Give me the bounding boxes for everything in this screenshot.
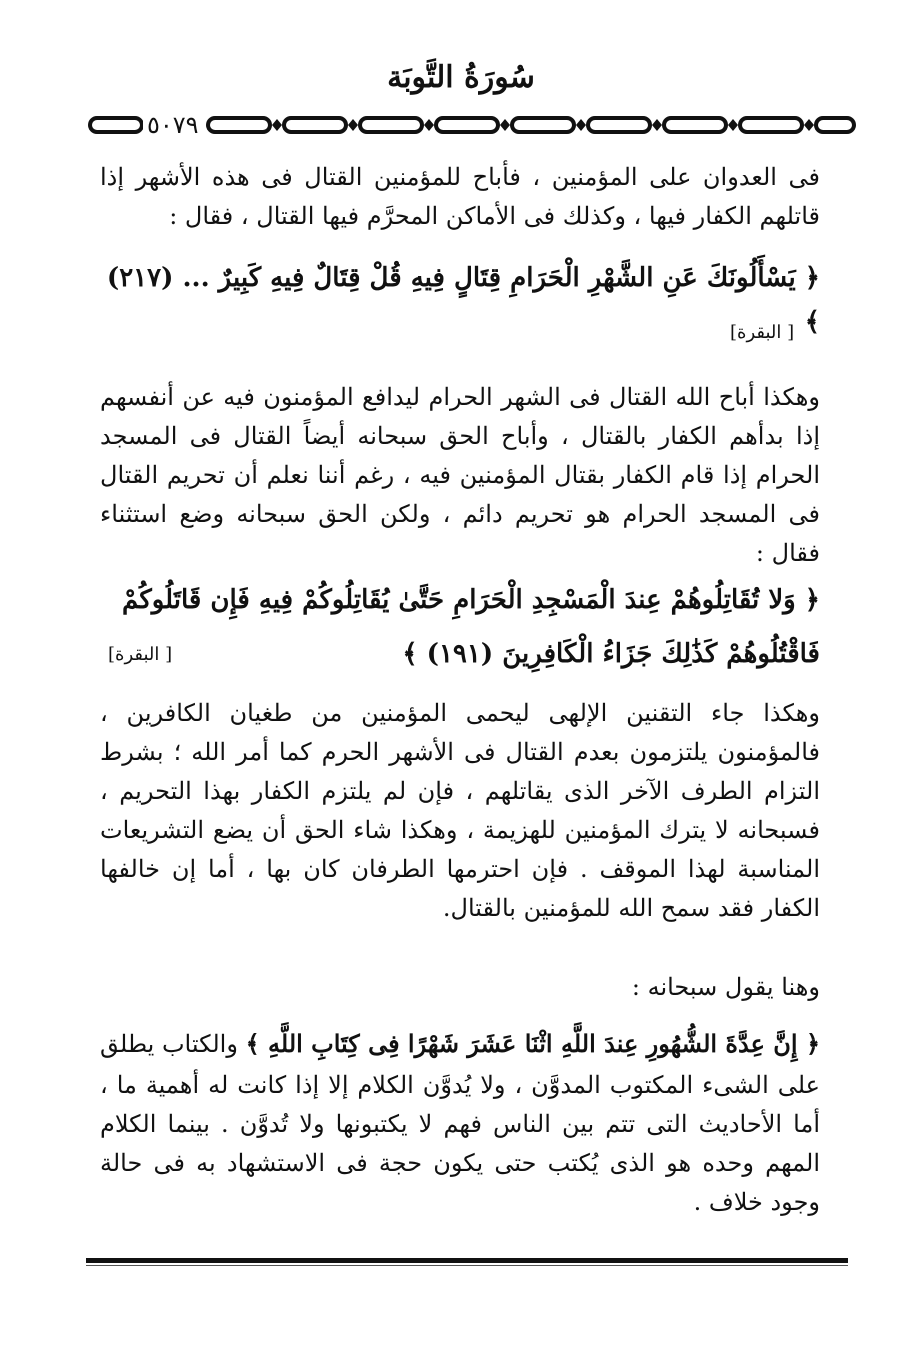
surah-title: سُورَةُ التَّوبَة	[387, 60, 535, 95]
verse-1-source: [ البقرة]	[730, 322, 795, 343]
paragraph-5	[100, 1022, 820, 1222]
verse-1: ﴿ يَسْأَلُونَكَ عَنِ الشَّهْرِ الْحَرَامِ قِتَالٍ فِيهِ قُلْ قِتَالٌ فِيهِ كَبِيرٌ ... (٢١٧) ﴾	[106, 263, 820, 337]
paragraph-3: وهكذا جاء التقنين الإلهى ليحمى المؤمنين من طغيان الكافرين ، فالمؤمنون يلتزمون بعدم القتال فى الأشهر الحرم كما أمر الله ؛ بشرط التزام الطرف الآخر الذى يقاتلهم ، فإن لم يلتزم الكفار بهذا التحريم ، فسبحانه لا يترك المؤمنين للهزيمة ، وهكذا شاء الحق أن يضع التشريعات المناسبة لهذا الموقف . فإن احترمها الطرفان كان بها ، أما إن خالفها الكفار فقد سمح الله للمؤمنين بالقتال.	[100, 699, 820, 922]
verse-3: ﴿ إِنَّ عِدَّةَ الشُّهُورِ عِندَ اللَّهِ اثْنَا عَشَرَ شَهْرًا فِى كِتَابِ اللَّهِ ﴾	[245, 1029, 821, 1058]
paragraph-5-text: والكتاب يطلق على الشىء المكتوب المدوَّن ، ولا يُدوَّن الكلام إلا إذا كانت له أهمية ما ، أما الأحاديث التى تتم بين الناس فهم لا يكتبونها ولا تُدوَّن . بينما الكلام المهم وحده هو الذى يُكتب حتى يكون حجة فى الاستشهاد به فى حالة وجود خلاف .	[100, 1030, 820, 1216]
paragraph-4: وهنا يقول سبحانه :	[631, 973, 820, 1001]
paragraph-2: وهكذا أباح الله القتال فى الشهر الحرام ليدافع المؤمنون فيه عن أنفسهم إذا بدأهم الكفار بالقتال ، وأباح الحق سبحانه أيضاً القتال فى المسجد الحرام إذا قام الكفار بقتال المؤمنين فيه ، رغم أننا نعلم أن تحريم القتال فى المسجد الحرام هو تحريم دائم ، ولكن الحق سبحانه وضع استثناء فقال :	[100, 383, 821, 567]
paragraph-1: فى العدوان على المؤمنين ، فأباح للمؤمنين القتال فى هذه الأشهر إذا قاتلهم الكفار فيها ، وكذلك فى الأماكن المحرَّم فيها القتال ، فقال :	[100, 163, 820, 230]
bottom-rule-thin	[86, 1265, 848, 1266]
page-number: ٥٠٧٩	[143, 110, 203, 140]
verse-2-line-2: فَاقْتُلُوهُمْ كَذَٰلِكَ جَزَاءُ الْكَافِرِينَ (١٩١) ﴾	[402, 639, 820, 669]
verse-2-source: [ البقرة]	[108, 644, 173, 665]
bottom-rule	[86, 1258, 848, 1263]
verse-2-line-1: ﴿ وَلا تُقَاتِلُوهُمْ عِندَ الْمَسْجِدِ الْحَرَامِ حَتَّىٰ يُقَاتِلُوكُمْ فِيهِ فَإِن قَاتَلُوكُمْ	[122, 585, 820, 615]
